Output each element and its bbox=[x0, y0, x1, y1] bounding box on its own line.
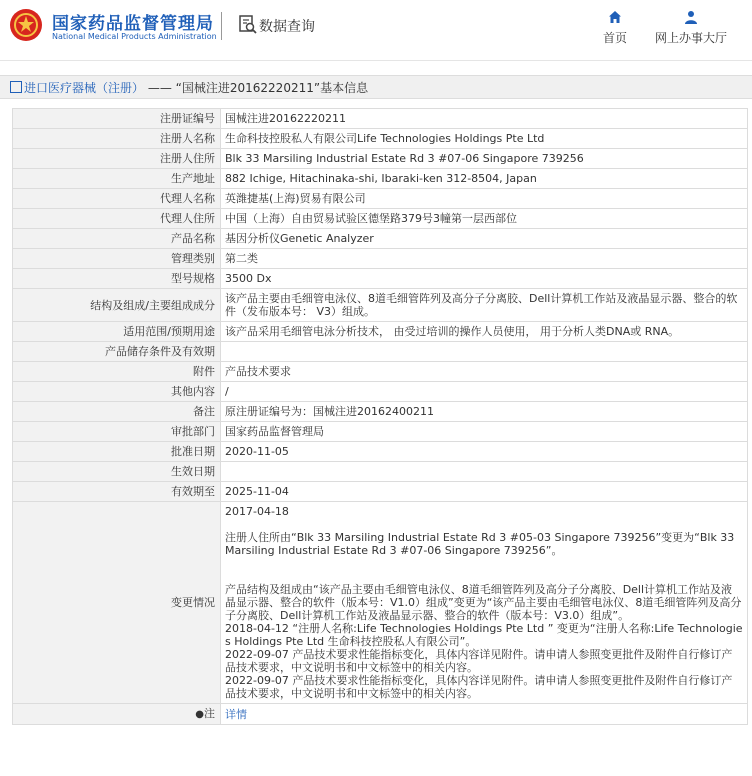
change-entry: 产品结构及组成由“该产品主要由毛细管电泳仪、8道毛细管阵列及高分子分离胶、Dell计算机工作站及液晶显示器、整合的软件（版本号：V1.0）组成”变更为“该产品主要由毛细管电泳仪、8道毛细管阵列及高分子分离胶、Dell计算机工作站及液晶显示器、整合的软件（版本号：V3.0）组成”。 bbox=[225, 583, 742, 622]
table-row bbox=[13, 482, 748, 502]
table-row bbox=[13, 169, 748, 189]
table-row bbox=[13, 109, 748, 129]
table-row bbox=[13, 322, 748, 342]
breadcrumb-icon bbox=[10, 81, 22, 93]
change-entry: 2018-04-12 “注册人名称:Life Technologies Holdings Pte Ltd ” 变更为“注册人名称:Life Technologies Holdings Pte Ltd 生命科技控股私人有限公司”。 bbox=[225, 622, 743, 648]
field-label: 注册人住所 bbox=[13, 149, 221, 169]
detail-table bbox=[12, 108, 748, 725]
field-value: 原注册证编号为：国械注进20162400211 bbox=[221, 402, 748, 422]
field-label: 审批部门 bbox=[13, 422, 221, 442]
field-label: 有效期至 bbox=[13, 482, 221, 502]
table-row bbox=[13, 209, 748, 229]
field-label: 注册人名称 bbox=[13, 129, 221, 149]
data-query-icon bbox=[239, 15, 257, 35]
table-row bbox=[13, 129, 748, 149]
table-row bbox=[13, 422, 748, 442]
field-value: 国械注进20162220211 bbox=[221, 109, 748, 129]
field-label: 附件 bbox=[13, 362, 221, 382]
table-row bbox=[13, 229, 748, 249]
table-row bbox=[13, 269, 748, 289]
field-value: 2020-11-05 bbox=[221, 442, 748, 462]
breadcrumb-title: “国械注进20162220211”基本信息 bbox=[175, 81, 369, 95]
breadcrumb-separator: —— bbox=[144, 81, 176, 95]
field-value: 3500 Dx bbox=[221, 269, 748, 289]
note-value-cell bbox=[221, 704, 748, 725]
field-label: 结构及组成/主要组成成分 bbox=[13, 289, 221, 322]
field-value: 第二类 bbox=[221, 249, 748, 269]
table-row bbox=[13, 289, 748, 322]
field-label: 变更情况 bbox=[13, 502, 221, 704]
field-label: 生效日期 bbox=[13, 462, 221, 482]
note-label-cell bbox=[13, 704, 221, 725]
note-label: 注 bbox=[204, 707, 215, 720]
field-value: Blk 33 Marsiling Industrial Estate Rd 3 #07-06 Singapore 739256 bbox=[221, 149, 748, 169]
field-label: 生产地址 bbox=[13, 169, 221, 189]
user-icon bbox=[684, 10, 698, 24]
nav-home-label: 首页 bbox=[602, 31, 627, 45]
table-row bbox=[13, 502, 748, 704]
table-row bbox=[13, 362, 748, 382]
field-label: 型号规格 bbox=[13, 269, 221, 289]
nav-home[interactable] bbox=[598, 10, 632, 46]
home-icon bbox=[608, 10, 622, 24]
field-value bbox=[221, 462, 748, 482]
field-value: / bbox=[221, 382, 748, 402]
field-label: 其他内容 bbox=[13, 382, 221, 402]
field-value: 生命科技控股私人有限公司Life Technologies Holdings Pte Ltd bbox=[221, 129, 748, 149]
field-label: 备注 bbox=[13, 402, 221, 422]
field-label: 批准日期 bbox=[13, 442, 221, 462]
change-entry: 2022-09-07 产品技术要求性能指标变化，具体内容详见附件。请申请人参照变更批件及附件自行修订产品技术要求，中文说明书和中文标签中的相关内容。 bbox=[225, 674, 733, 700]
table-row bbox=[13, 342, 748, 362]
field-value: 国家药品监督管理局 bbox=[221, 422, 748, 442]
table-row bbox=[13, 402, 748, 422]
change-date: 2017-04-18 bbox=[225, 505, 289, 518]
field-label: 产品名称 bbox=[13, 229, 221, 249]
field-label: 代理人名称 bbox=[13, 189, 221, 209]
breadcrumb bbox=[0, 75, 752, 99]
data-query-label: 数据查询 bbox=[259, 19, 315, 35]
field-value: 882 Ichige, Hitachinaka-shi, Ibaraki-ken 312-8504, Japan bbox=[221, 169, 748, 189]
pin-icon: ● bbox=[195, 709, 204, 720]
detail-link[interactable]: 详情 bbox=[225, 707, 247, 721]
table-row bbox=[13, 442, 748, 462]
field-value: 基因分析仪Genetic Analyzer bbox=[221, 229, 748, 249]
table-row bbox=[13, 462, 748, 482]
nav-online-hall[interactable] bbox=[652, 10, 730, 46]
site-header bbox=[0, 0, 752, 61]
field-value: 产品技术要求 bbox=[221, 362, 748, 382]
field-label: 产品储存条件及有效期 bbox=[13, 342, 221, 362]
header-divider bbox=[221, 12, 222, 40]
field-value: 2025-11-04 bbox=[221, 482, 748, 502]
table-row bbox=[13, 249, 748, 269]
table-row bbox=[13, 704, 748, 725]
nav-online-label: 网上办事大厅 bbox=[654, 31, 727, 45]
change-entry: 2022-09-07 产品技术要求性能指标变化，具体内容详见附件。请申请人参照变更批件及附件自行修订产品技术要求，中文说明书和中文标签中的相关内容。 bbox=[225, 648, 733, 674]
table-row bbox=[13, 149, 748, 169]
field-value bbox=[221, 342, 748, 362]
change-history bbox=[221, 502, 748, 704]
field-value: 中国（上海）自由贸易试验区德堡路379号3幢第一层西部位 bbox=[221, 209, 748, 229]
change-entry: 注册人住所由“Blk 33 Marsiling Industrial Estate Rd 3 #05-03 Singapore 739256”变更为“Blk 33 Marsiling Industrial Estate Rd 3 #07-06 Singapore 739256”。 bbox=[225, 531, 735, 557]
field-label: 适用范围/预期用途 bbox=[13, 322, 221, 342]
field-label: 注册证编号 bbox=[13, 109, 221, 129]
field-label: 管理类别 bbox=[13, 249, 221, 269]
breadcrumb-category[interactable]: 进口医疗器械（注册） bbox=[24, 81, 145, 95]
brand-title[interactable]: 国家药品监督管理局 bbox=[52, 14, 214, 34]
table-row bbox=[13, 382, 748, 402]
brand-subtitle: National Medical Products Administration bbox=[52, 32, 217, 41]
field-value: 该产品采用毛细管电泳分析技术， 由受过培训的操作人员使用， 用于分析人类DNA或 RNA。 bbox=[221, 322, 748, 342]
field-value: 该产品主要由毛细管电泳仪、8道毛细管阵列及高分子分离胶、Dell计算机工作站及液晶显示器、整合的软件（发布版本号： V3）组成。 bbox=[221, 289, 748, 322]
table-row bbox=[13, 189, 748, 209]
national-emblem-icon[interactable] bbox=[9, 8, 43, 42]
field-value: 英潍捷基(上海)贸易有限公司 bbox=[221, 189, 748, 209]
field-label: 代理人住所 bbox=[13, 209, 221, 229]
